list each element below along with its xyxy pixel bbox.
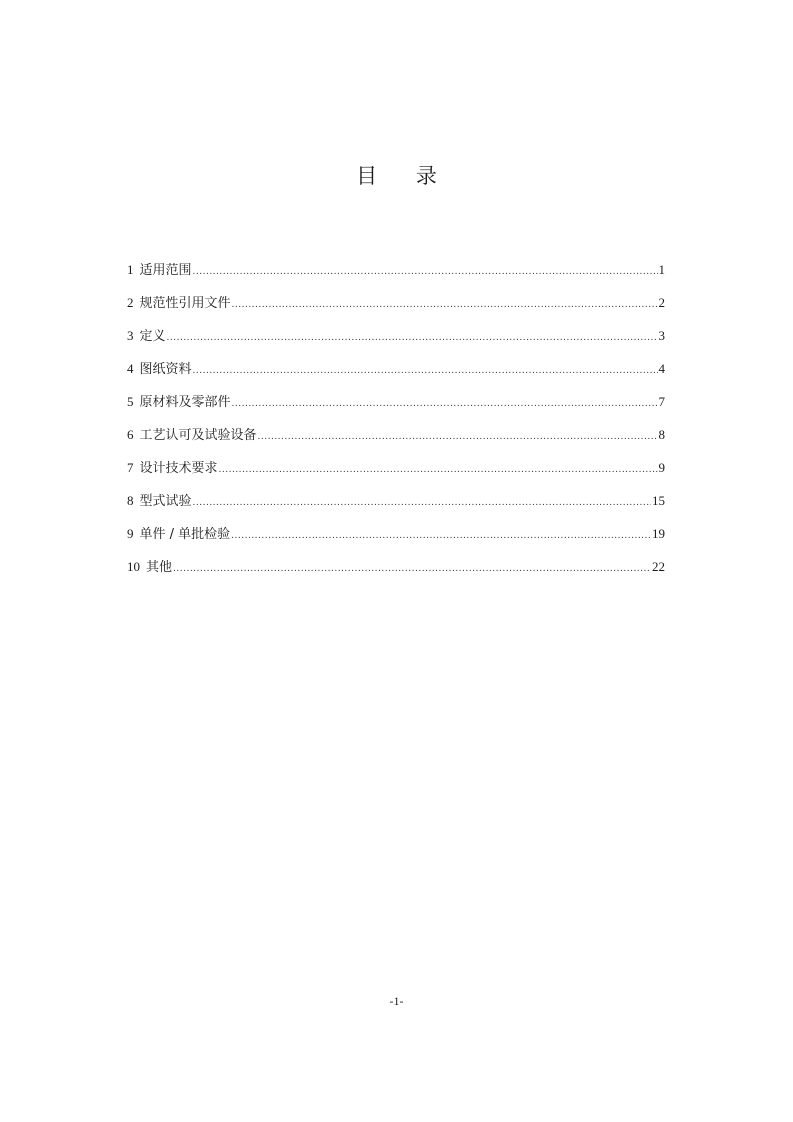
toc-entry-number: 3 — [127, 328, 134, 343]
page-title: 目 录 — [356, 164, 453, 188]
toc-entry-title: 规范性引用文件 — [139, 296, 231, 311]
toc-entry-number: 8 — [127, 493, 134, 508]
toc-leader-dots — [219, 460, 658, 480]
toc-entry-number: 9 — [127, 526, 134, 541]
toc-leader-dots — [193, 493, 651, 513]
toc-entry-2[interactable] — [127, 293, 665, 326]
toc-leader-dots — [167, 328, 658, 348]
toc-entry-8[interactable] — [127, 491, 665, 524]
toc-entry-page: 9 — [658, 460, 665, 475]
toc-entry-page: 22 — [652, 559, 665, 574]
toc-entry-7[interactable] — [127, 458, 665, 491]
toc-entry-title: 设计技术要求 — [139, 461, 218, 476]
toc-entry-10[interactable] — [127, 557, 665, 590]
toc-entry-page: 3 — [658, 328, 665, 343]
table-of-contents — [127, 260, 665, 590]
toc-leader-dots — [232, 394, 658, 414]
toc-entry-title: 图纸资料 — [139, 362, 192, 377]
toc-leader-dots — [173, 559, 651, 579]
toc-entry-number: 4 — [127, 361, 134, 376]
toc-entry-title: 型式试验 — [139, 494, 192, 509]
toc-entry-1[interactable] — [127, 260, 665, 293]
toc-entry-page: 8 — [658, 427, 665, 442]
toc-entry-3[interactable] — [127, 326, 665, 359]
toc-entry-4[interactable] — [127, 359, 665, 392]
toc-entry-number: 7 — [127, 460, 134, 475]
toc-leader-dots — [193, 361, 658, 381]
toc-entry-title: 适用范围 — [139, 263, 192, 278]
toc-leader-dots — [231, 526, 651, 546]
toc-entry-title: 其他 — [146, 560, 173, 575]
toc-entry-title: 单件 / 单批检验 — [139, 527, 231, 542]
toc-entry-title: 原材料及零部件 — [139, 395, 231, 410]
toc-leader-dots — [193, 262, 658, 282]
toc-entry-title: 工艺认可及试验设备 — [139, 428, 257, 443]
toc-entry-page: 7 — [658, 394, 665, 409]
toc-entry-number: 5 — [127, 394, 134, 409]
toc-entry-9[interactable] — [127, 524, 665, 557]
toc-entry-page: 2 — [658, 295, 665, 310]
page-number: -1- — [389, 994, 404, 1008]
toc-entry-number: 1 — [127, 262, 134, 277]
toc-entry-5[interactable] — [127, 392, 665, 425]
toc-leader-dots — [232, 295, 658, 315]
toc-entry-number: 10 — [127, 559, 140, 574]
toc-entry-6[interactable] — [127, 425, 665, 458]
toc-entry-page: 19 — [652, 526, 665, 541]
toc-entry-page: 4 — [658, 361, 665, 376]
toc-entry-number: 6 — [127, 427, 134, 442]
toc-entry-number: 2 — [127, 295, 134, 310]
toc-entry-title: 定义 — [139, 329, 166, 344]
toc-entry-page: 1 — [658, 262, 665, 277]
toc-entry-page: 15 — [652, 493, 665, 508]
toc-leader-dots — [258, 427, 658, 447]
